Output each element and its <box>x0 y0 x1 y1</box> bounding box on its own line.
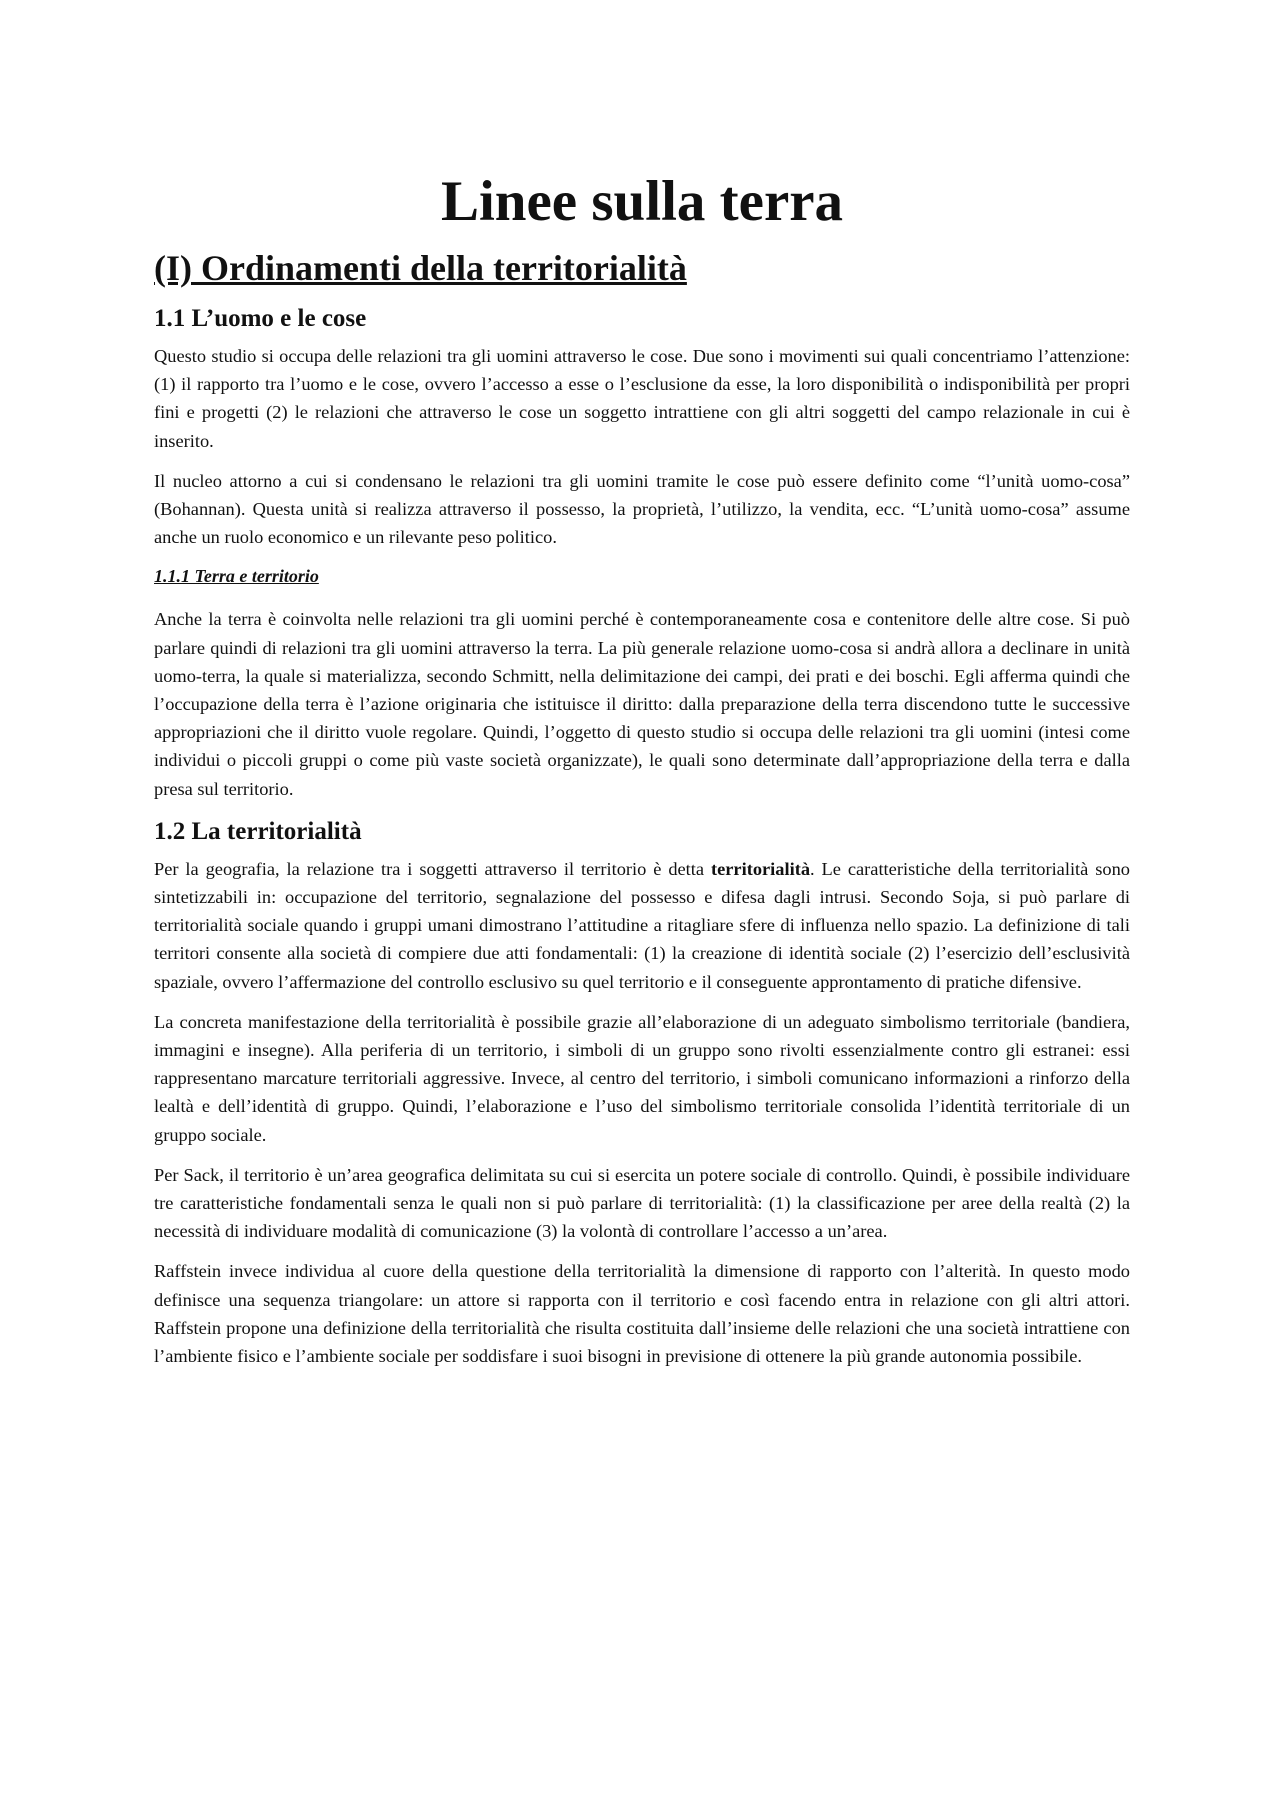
paragraph: Per Sack, il territorio è un’area geografica delimitata su cui si esercita un potere sociale di controllo. Quindi, è possibile individuare tre caratteristiche fondamentali senza le quali non si può parlare di territorialità: (1) la classificazione per aree della realtà (2) la necessità di individuare modalità di comunicazione (3) la volontà di controllare l’accesso a un’area. <box>154 1164 1130 1242</box>
document-page <box>154 168 1130 1382</box>
key-term: territorialità <box>710 858 811 879</box>
subsection-heading-1-1-1: 1.1.1 Terra e territorio <box>154 566 319 587</box>
paragraph <box>154 855 1130 996</box>
paragraph: Il nucleo attorno a cui si condensano le relazioni tra gli uomini tramite le cose può essere definito come “l’unità uomo-cosa” (Bohannan). Questa unità si realizza attraverso il possesso, la proprietà, l’utilizzo, la vendita, ecc. “L’unità uomo-cosa” assume anche un ruolo economico e un rilevante peso politico. <box>154 470 1130 548</box>
paragraph-text: Per la geografia, la relazione tra i soggetti attraverso il territorio è detta <box>154 858 711 879</box>
paragraph: Raffstein invece individua al cuore della questione della territorialità la dimensione di rapporto con l’alterità. In questo modo definisce una sequenza triangolare: un attore si rapporta con il territorio e così facendo entra in relazione con gli altri attori. Raffstein propone una definizione della territorialità che risulta costituita dall’insieme delle relazioni che una società intrattiene con l’ambiente fisico e l’ambiente sociale per soddisfare i suoi bisogni in previsione di ottenere la più grande autonomia possibile. <box>154 1261 1130 1367</box>
paragraph: La concreta manifestazione della territorialità è possibile grazie all’elaborazione di un adeguato simbolismo territoriale (bandiera, immagini e insegne). Alla periferia di un territorio, i simboli di un gruppo sono rivolti essenzialmente contro gli estranei: essi rappresentano marcature territoriali aggressive. Invece, al centro del territorio, i simboli comunicano informazioni a rinforzo della lealtà e dell’identità di gruppo. Quindi, l’elaborazione e l’uso del simbolismo territoriale consolida l’identità territoriale di un gruppo sociale. <box>154 1011 1130 1145</box>
paragraph-text: . Le caratteristiche della territorialità sono sintetizzabili in: occupazione del territorio, segnalazione del possesso e difesa dagli intrusi. Secondo Soja, si può parlare di territorialità sociale quando i gruppi umani dimostrano l’attitudine a ritagliare sfere di influenza nello spazio. La definizione di tali territori consente alla società di compiere due atti fondamentali: (1) la creazione di identità sociale (2) l’esercizio dell’esclusività spaziale, ovvero l’affermazione del controllo esclusivo su quel territorio e il conseguente approntamento di pratiche difensive. <box>154 858 1130 992</box>
paragraph: Anche la terra è coinvolta nelle relazioni tra gli uomini perché è contemporaneamente cosa e contenitore delle altre cose. Si può parlare quindi di relazioni tra gli uomini attraverso la terra. La più generale relazione uomo-cosa si andrà allora a declinare in unità uomo-terra, la quale si materializza, secondo Schmitt, nella delimitazione dei campi, dei prati e dei boschi. Egli afferma quindi che l’occupazione della terra è l’azione originaria che istituisce il diritto: dalla preparazione della terra discendono tutte le successive appropriazioni che il diritto vuole regolare. Quindi, l’oggetto di questo studio si occupa delle relazioni tra gli uomini (intesi come individui o piccoli gruppi o come più vaste società organizzate), le quali sono determinate dall’appropriazione della terra e dalla presa sul territorio. <box>154 609 1130 799</box>
part-title: (I) Ordinamenti della territorialità <box>154 248 687 288</box>
section-heading-1-2: 1.2 La territorialità <box>154 817 362 845</box>
section-heading-1-1: 1.1 L’uomo e le cose <box>154 305 367 332</box>
paragraph: Questo studio si occupa delle relazioni tra gli uomini attraverso le cose. Due sono i movimenti sui quali concentriamo l’attenzione: (1) il rapporto tra l’uomo e le cose, ovvero l’accesso a esse o l’esclusione da esse, la loro disponibilità o indisponibilità per propri fini e progetti (2) le relazioni che attraverso le cose un soggetto intrattiene con gli altri soggetti del campo relazionale in cui è inserito. <box>154 346 1130 451</box>
document-title: Linee sulla terra <box>440 170 844 233</box>
